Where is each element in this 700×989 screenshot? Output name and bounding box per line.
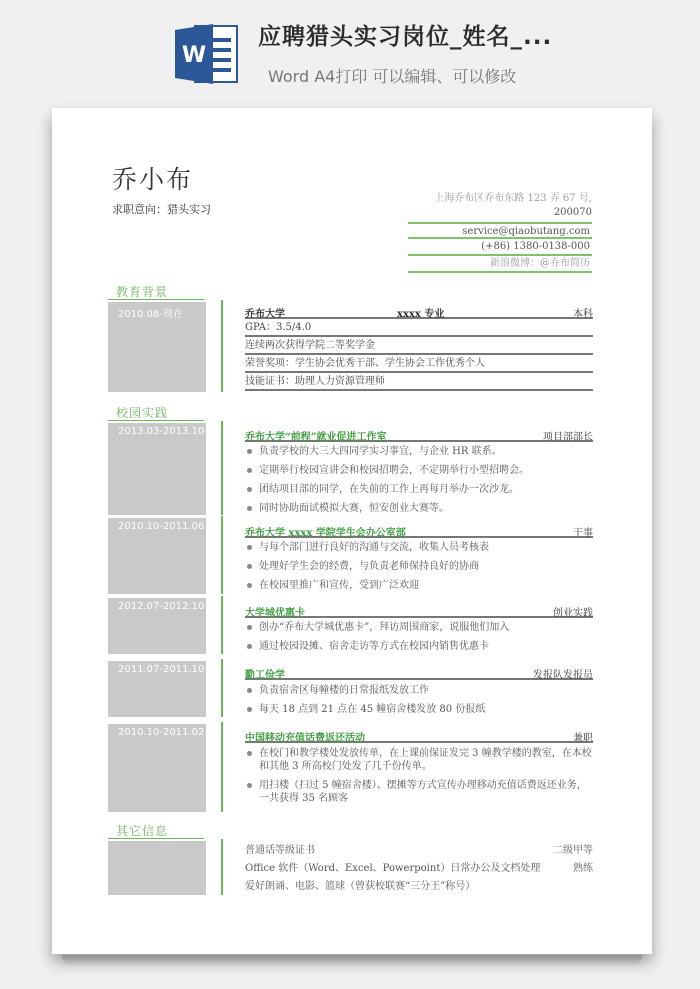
timeline-bar	[221, 300, 223, 392]
campus-org: 大学城优惠卡	[245, 608, 305, 619]
address-postcode: 200070	[553, 207, 592, 218]
timeline-bar	[221, 722, 223, 812]
other-row	[245, 880, 593, 894]
education-heading: 教育背景	[116, 285, 169, 299]
resume-page	[52, 108, 652, 954]
document-title: 应聘猎头实习岗位_姓名_...	[258, 24, 553, 50]
svg-text:W: W	[181, 43, 207, 68]
campus-org: 乔布大学“前程”就业促进工作室	[245, 432, 387, 443]
campus-bullets	[245, 747, 595, 811]
section-divider	[108, 838, 204, 839]
campus-date-block	[108, 661, 206, 717]
other-level: 二级甲等	[553, 845, 593, 856]
timeline-bar	[221, 659, 223, 717]
list-item: 与每个部门进行良好的沟通与交流，收集人员考核表	[245, 541, 595, 554]
campus-heading: 校园实践	[116, 406, 169, 420]
campus-date-block	[108, 423, 206, 515]
campus-bullets	[245, 621, 595, 659]
other-item: 普通话等级证书	[245, 845, 315, 856]
degree-label: 本科	[573, 309, 593, 320]
campus-role: 兼职	[573, 733, 593, 744]
campus-bullets	[245, 445, 595, 521]
word-icon	[173, 20, 241, 88]
other-row	[245, 844, 593, 858]
school-name: 乔布大学	[245, 309, 285, 320]
timeline-bar	[221, 596, 223, 654]
campus-entry-header	[245, 729, 593, 743]
weibo-text: 新浪微博：@乔布简历	[408, 256, 592, 273]
education-row: 技能证书：助理人力资源管理师	[245, 373, 593, 391]
other-item: 爱好朗诵、电影、篮球（曾获校联赛“三分王”称号）	[245, 881, 476, 892]
timeline-bar	[221, 421, 223, 515]
other-gray-block	[108, 841, 206, 895]
address-line: 上海乔布区乔布东路 123 弄 67 号,	[434, 193, 592, 204]
education-date-block	[108, 302, 206, 392]
campus-org: 中国移动充值话费返还活动	[245, 733, 365, 744]
list-item: 负责宿舍区每幢楼的日常报纸发放工作	[245, 684, 595, 697]
list-item: 负责学校的大三大四同学实习事宜，与企业 HR 联系。	[245, 445, 595, 458]
campus-date: 2012.07-2012.10	[118, 601, 205, 612]
campus-org: 勤工俭学	[245, 670, 285, 681]
campus-role: 创业实践	[553, 608, 593, 619]
section-divider	[108, 420, 204, 421]
campus-date-block	[108, 598, 206, 654]
document-subtitle: Word A4打印 可以编辑、可以修改	[268, 67, 517, 86]
section-divider	[108, 299, 204, 300]
list-item: 每天 18 点到 21 点在 45 幢宿舍楼发放 80 份报纸	[245, 703, 595, 716]
other-item: Office 软件（Word、Excel、Powerpoint）日常办公及文档处理	[245, 863, 541, 874]
major-name: xxxx 专业	[397, 309, 445, 320]
education-row: GPA：3.5/4.0	[245, 319, 593, 337]
list-item: 定期举行校园宣讲会和校园招聘会，不定期举行小型招聘会。	[245, 464, 595, 477]
list-item: 在校园里推广和宣传，受到广泛欢迎	[245, 579, 595, 592]
timeline-bar	[221, 839, 223, 895]
contact-block	[408, 192, 592, 273]
campus-role: 发报队发报员	[533, 670, 593, 681]
phone-text: (+86) 1380-0138-000	[408, 239, 592, 256]
campus-entry-header	[245, 524, 593, 538]
education-date: 2010.08-现在	[118, 309, 183, 320]
email-text: service@qiaobutang.com	[408, 222, 592, 239]
campus-org: 乔布大学 xxxx 学院学生会办公室部	[245, 528, 406, 539]
list-item: 创办“乔布大学城优惠卡”，拜访周围商家，说服他们加入	[245, 621, 595, 634]
document-banner	[0, 0, 700, 108]
campus-entry-header	[245, 666, 593, 680]
campus-date-block	[108, 724, 206, 812]
list-item: 同时协助面试模拟大赛，恒安创业大赛等。	[245, 502, 595, 515]
education-row: 连续两次获得学院二等奖学金	[245, 337, 593, 355]
education-row: 荣誉奖项：学生协会优秀干部、学生协会工作优秀个人	[245, 355, 593, 373]
campus-date: 2010.10-2011.06	[118, 521, 205, 532]
list-item: 在校门和教学楼处发放传单，在上课前保证发完 3 幢教学楼的教室，在本校和其他 3 所高校门处发了几千份传单。	[245, 747, 595, 773]
campus-role: 项目部部长	[543, 432, 593, 443]
timeline-bar	[221, 516, 223, 594]
campus-bullets	[245, 541, 595, 598]
job-intent: 求职意向：猎头实习	[112, 203, 211, 216]
other-row	[245, 862, 593, 876]
list-item: 通过校园设摊、宿舍走访等方式在校园内销售优惠卡	[245, 640, 595, 653]
list-item: 团结项目部的同学，在失前的工作上再每月举办一次沙龙。	[245, 483, 595, 496]
list-item: 用扫楼（扫过 5 幢宿舍楼）、摆摊等方式宣传办理移动充值话费返还业务，一共获得 35 名顾客	[245, 779, 595, 805]
other-level: 熟练	[573, 863, 593, 874]
campus-role: 干事	[573, 528, 593, 539]
campus-date: 2010.10-2011.02	[118, 727, 205, 738]
campus-date: 2013.03-2013.10	[118, 426, 205, 437]
candidate-name: 乔小布	[112, 165, 194, 194]
list-item: 处理好学生会的经费，与负责老师保持良好的协商	[245, 560, 595, 573]
campus-date-block	[108, 518, 206, 594]
other-heading: 其它信息	[116, 824, 169, 838]
campus-date: 2011.07-2011.10	[118, 664, 205, 675]
page-shadow	[62, 955, 642, 967]
education-header	[245, 305, 593, 319]
campus-entry-header	[245, 604, 593, 618]
campus-entry-header	[245, 428, 593, 442]
campus-bullets	[245, 684, 595, 722]
